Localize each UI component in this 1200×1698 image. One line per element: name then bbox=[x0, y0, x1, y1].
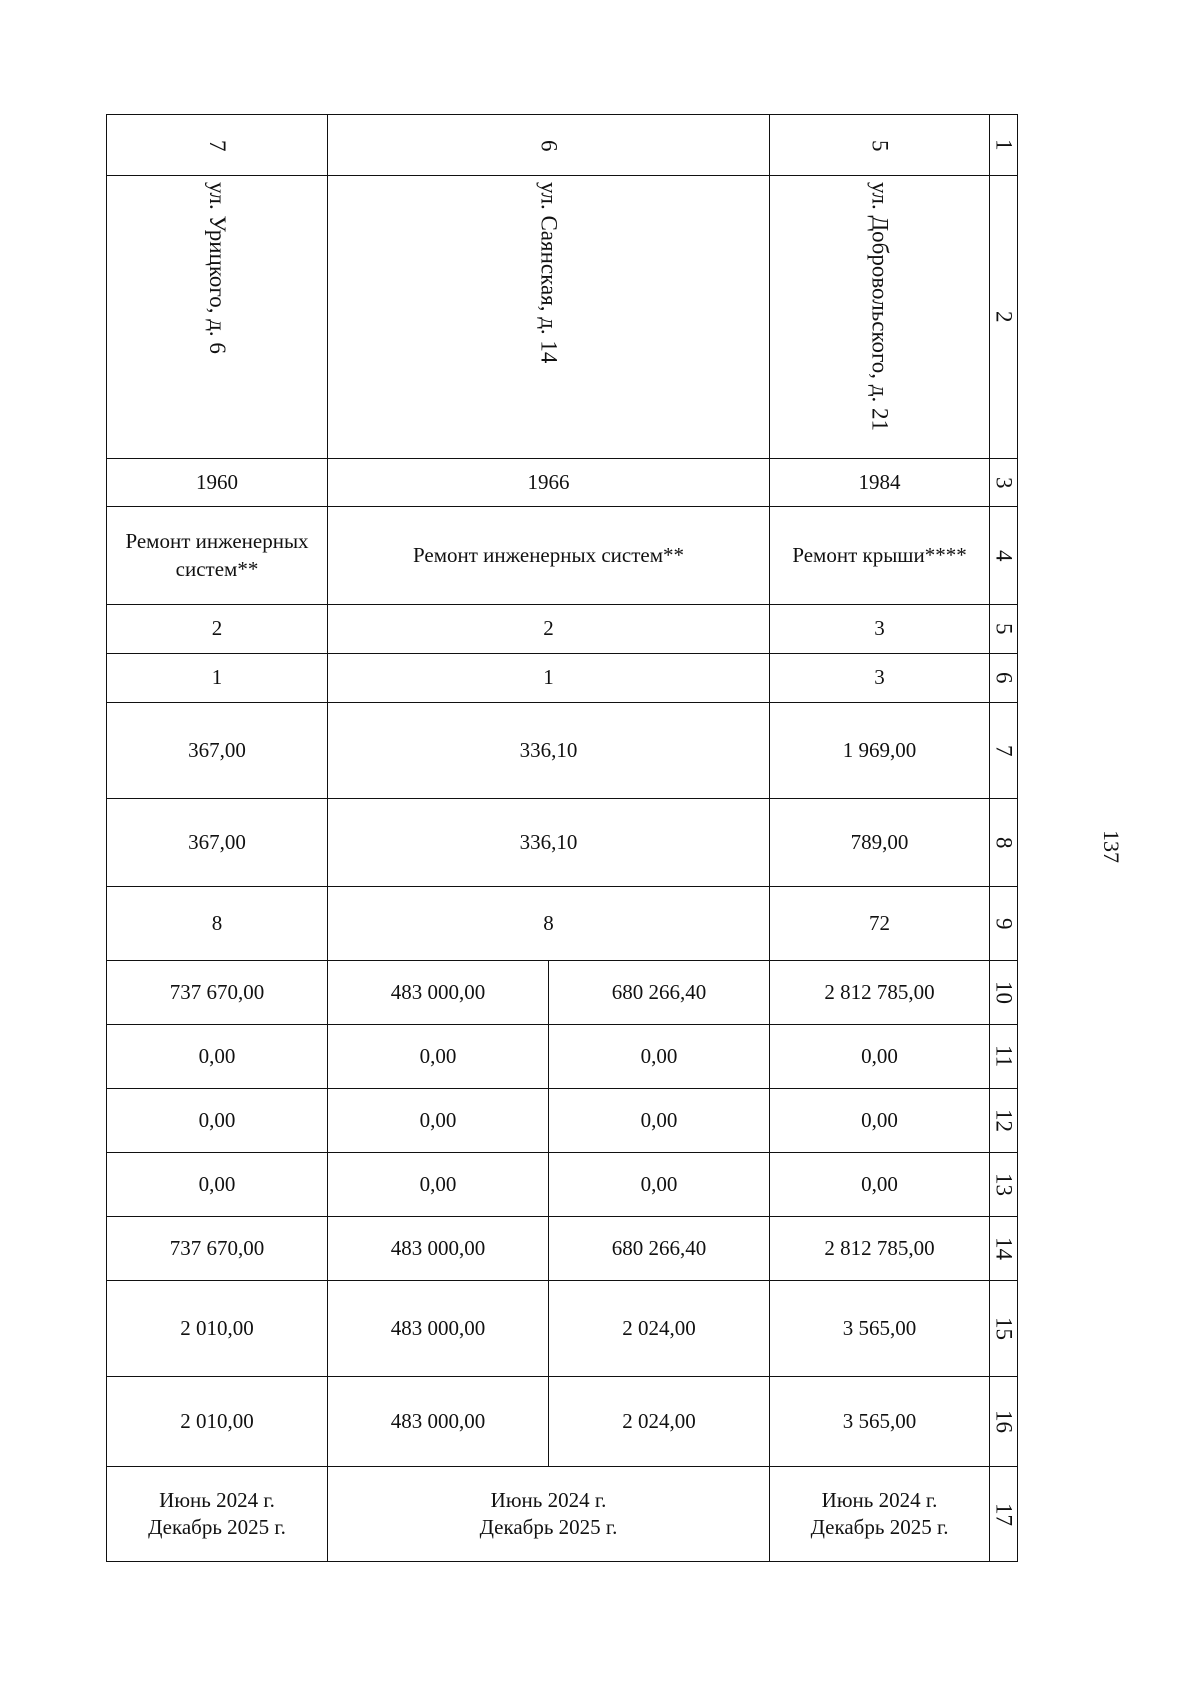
table-row bbox=[107, 1217, 1018, 1281]
amount-cell: 483 000,00 bbox=[328, 961, 549, 1025]
amount-cell: 0,00 bbox=[328, 1153, 549, 1217]
value-cell: 3 bbox=[770, 654, 990, 703]
value-cell: 8 bbox=[328, 887, 770, 961]
value-cell: 1 969,00 bbox=[770, 703, 990, 799]
value-cell: 1 bbox=[328, 654, 770, 703]
table-row bbox=[107, 176, 1018, 459]
page-number: 137 bbox=[1099, 830, 1124, 863]
work-type-cell: Ремонт крыши**** bbox=[770, 507, 990, 605]
address-cell: ул. Урицкого, д. 6 bbox=[107, 176, 328, 459]
table-row bbox=[107, 961, 1018, 1025]
value-cell: 72 bbox=[770, 887, 990, 961]
row-number: 9 bbox=[990, 887, 1018, 961]
amount-cell: 680 266,40 bbox=[549, 1217, 770, 1281]
value-cell: 336,10 bbox=[328, 703, 770, 799]
period-cell: Июнь 2024 г. Декабрь 2025 г. bbox=[107, 1467, 328, 1562]
table-row bbox=[107, 887, 1018, 961]
row-number: 3 bbox=[990, 459, 1018, 507]
value-cell: 367,00 bbox=[107, 799, 328, 887]
value-cell: 336,10 bbox=[328, 799, 770, 887]
col-index: 6 bbox=[328, 115, 770, 176]
amount-cell: 483 000,00 bbox=[328, 1377, 549, 1467]
value-cell: 789,00 bbox=[770, 799, 990, 887]
row-number: 4 bbox=[990, 507, 1018, 605]
col-index: 5 bbox=[770, 115, 990, 176]
amount-cell: 0,00 bbox=[770, 1089, 990, 1153]
table-row bbox=[107, 1153, 1018, 1217]
row-number: 5 bbox=[990, 605, 1018, 654]
value-cell: 2 bbox=[107, 605, 328, 654]
amount-cell: 0,00 bbox=[328, 1089, 549, 1153]
amount-cell: 2 010,00 bbox=[107, 1281, 328, 1377]
address-cell: ул. Добровольского, д. 21 bbox=[770, 176, 990, 459]
table-row bbox=[107, 654, 1018, 703]
row-number: 6 bbox=[990, 654, 1018, 703]
amount-cell: 0,00 bbox=[107, 1089, 328, 1153]
row-number: 12 bbox=[990, 1089, 1018, 1153]
work-type-cell: Ремонт инженерных систем** bbox=[107, 507, 328, 605]
amount-cell: 0,00 bbox=[770, 1025, 990, 1089]
value-cell: 3 bbox=[770, 605, 990, 654]
period-cell: Июнь 2024 г. Декабрь 2025 г. bbox=[328, 1467, 770, 1562]
year-cell: 1984 bbox=[770, 459, 990, 507]
value-cell: 8 bbox=[107, 887, 328, 961]
year-cell: 1960 bbox=[107, 459, 328, 507]
table-row bbox=[107, 703, 1018, 799]
table-row bbox=[107, 115, 1018, 176]
row-number: 8 bbox=[990, 799, 1018, 887]
amount-cell: 0,00 bbox=[549, 1025, 770, 1089]
table-row bbox=[107, 799, 1018, 887]
table-row bbox=[107, 605, 1018, 654]
row-number: 16 bbox=[990, 1377, 1018, 1467]
table-row bbox=[107, 1025, 1018, 1089]
row-number: 13 bbox=[990, 1153, 1018, 1217]
amount-cell: 2 812 785,00 bbox=[770, 1217, 990, 1281]
value-cell: 1 bbox=[107, 654, 328, 703]
amount-cell: 0,00 bbox=[328, 1025, 549, 1089]
row-number: 11 bbox=[990, 1025, 1018, 1089]
amount-cell: 483 000,00 bbox=[328, 1281, 549, 1377]
row-number: 1 bbox=[990, 115, 1018, 176]
amount-cell: 2 812 785,00 bbox=[770, 961, 990, 1025]
row-number: 2 bbox=[990, 176, 1018, 459]
amount-cell: 0,00 bbox=[107, 1025, 328, 1089]
rotated-data-table bbox=[106, 114, 1018, 1562]
value-cell: 2 bbox=[328, 605, 770, 654]
row-number: 7 bbox=[990, 703, 1018, 799]
amount-cell: 2 024,00 bbox=[549, 1377, 770, 1467]
row-number: 15 bbox=[990, 1281, 1018, 1377]
amount-cell: 3 565,00 bbox=[770, 1377, 990, 1467]
table-row bbox=[107, 1467, 1018, 1562]
amount-cell: 2 010,00 bbox=[107, 1377, 328, 1467]
table-row bbox=[107, 459, 1018, 507]
address-cell: ул. Саянская, д. 14 bbox=[328, 176, 770, 459]
row-number: 10 bbox=[990, 961, 1018, 1025]
value-cell: 367,00 bbox=[107, 703, 328, 799]
table-row bbox=[107, 507, 1018, 605]
amount-cell: 737 670,00 bbox=[107, 961, 328, 1025]
amount-cell: 680 266,40 bbox=[549, 961, 770, 1025]
table-row bbox=[107, 1089, 1018, 1153]
row-number: 14 bbox=[990, 1217, 1018, 1281]
col-index: 7 bbox=[107, 115, 328, 176]
amount-cell: 3 565,00 bbox=[770, 1281, 990, 1377]
work-type-cell: Ремонт инженерных систем** bbox=[328, 507, 770, 605]
amount-cell: 2 024,00 bbox=[549, 1281, 770, 1377]
row-number: 17 bbox=[990, 1467, 1018, 1562]
amount-cell: 0,00 bbox=[770, 1153, 990, 1217]
amount-cell: 0,00 bbox=[107, 1153, 328, 1217]
period-cell: Июнь 2024 г. Декабрь 2025 г. bbox=[770, 1467, 990, 1562]
amount-cell: 737 670,00 bbox=[107, 1217, 328, 1281]
amount-cell: 0,00 bbox=[549, 1153, 770, 1217]
table-row bbox=[107, 1281, 1018, 1377]
table-row bbox=[107, 1377, 1018, 1467]
amount-cell: 483 000,00 bbox=[328, 1217, 549, 1281]
amount-cell: 0,00 bbox=[549, 1089, 770, 1153]
year-cell: 1966 bbox=[328, 459, 770, 507]
